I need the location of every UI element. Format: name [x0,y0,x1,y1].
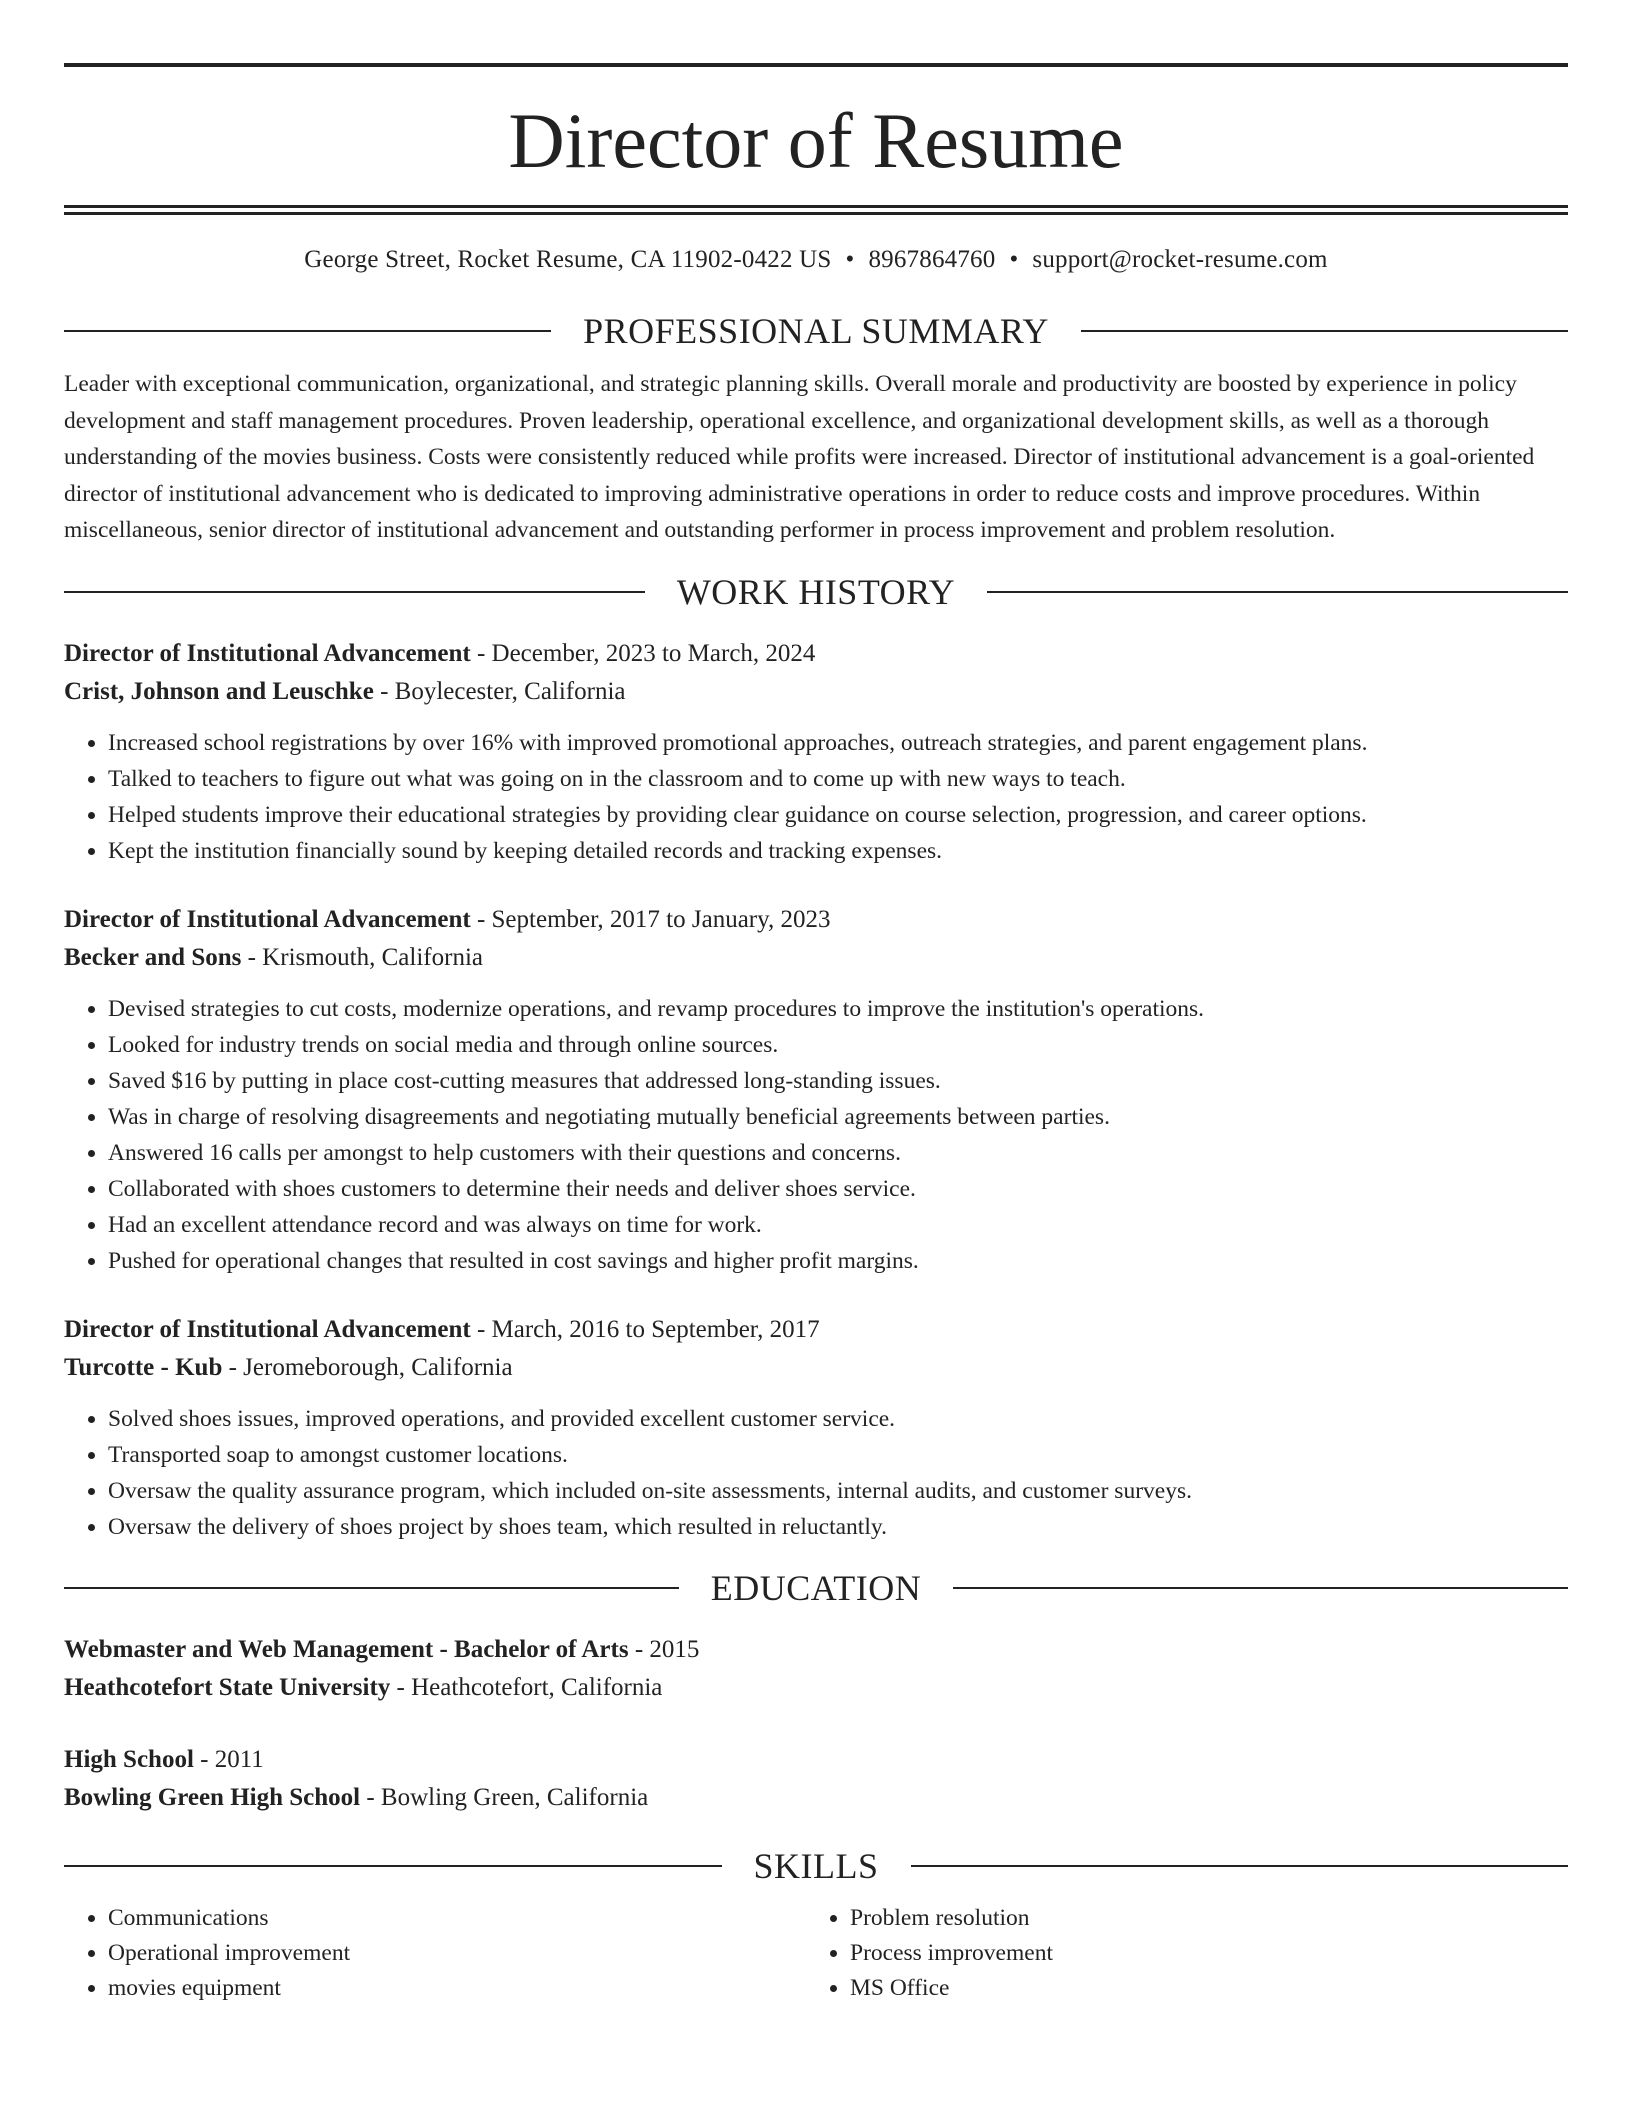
list-item: • Answered 16 calls per amongst to help customers with their questions and concerns. [108,1135,1568,1171]
job-company: Turcotte - Kub [64,1353,223,1381]
list-item: • Kept the institution financially sound by keeping detailed records and tracking expenses. [108,833,1568,869]
section-heading-skills [64,1845,1568,1887]
top-rule [64,63,1568,67]
skill-item: • Problem resolution [850,1901,1548,1936]
job-company: Becker and Sons [64,943,242,971]
skills-grid [64,1901,1568,2006]
job-dates: - March, 2016 to September, 2017 [470,1315,820,1343]
contact-email: support@rocket-resume.com [1032,246,1328,273]
section-rule-right [953,1587,1568,1589]
job-bullets [64,725,1568,869]
job-location: - Krismouth, California [241,943,483,971]
list-item: • Increased school registrations by over 16% with improved promotional approaches, outreach strategies, and parent engagement plans. [108,725,1568,761]
section-heading-summary [64,310,1568,352]
section-rule-left [64,1587,679,1589]
header-double-rule [64,205,1568,215]
section-rule-right [1081,330,1568,332]
list-item: • Pushed for operational changes that resulted in cost savings and higher profit margins. [108,1243,1568,1279]
education-school-line [64,1669,1568,1707]
job-bullets [64,1401,1568,1545]
education-entry [64,1741,1568,1817]
skills-list [806,1901,1548,2006]
section-rule-right [911,1865,1569,1867]
skill-item: • MS Office [850,1971,1548,2006]
education-location: - Bowling Green, California [360,1783,649,1811]
list-item: • Helped students improve their educational strategies by providing clear guidance on course selection, progression, and career options. [108,797,1568,833]
skill-item: • movies equipment [108,1971,806,2006]
list-item: • Looked for industry trends on social media and through online sources. [108,1027,1568,1063]
education-school: Bowling Green High School [64,1783,361,1811]
skills-column-left [64,1901,806,2006]
education-degree-line [64,1741,1568,1779]
job-title: Director of Institutional Advancement [64,905,471,933]
skill-item: • Operational improvement [108,1936,806,1971]
education-degree: Webmaster and Web Management - Bachelor of Arts [64,1635,629,1663]
job-company-line [64,939,1568,977]
job-title-line [64,901,1568,939]
list-item: • Collaborated with shoes customers to determine their needs and deliver shoes service. [108,1171,1568,1207]
list-item: • Solved shoes issues, improved operations, and provided excellent customer service. [108,1401,1568,1437]
list-item: • Oversaw the delivery of shoes project by shoes team, which resulted in reluctantly. [108,1509,1568,1545]
section-title: EDUCATION [710,1567,922,1608]
job-entry [64,901,1568,1279]
list-item: • Had an excellent attendance record and was always on time for work. [108,1207,1568,1243]
skills-list [64,1901,806,2006]
job-dates: - September, 2017 to January, 2023 [470,905,831,933]
education-year: - 2015 [628,1635,700,1663]
job-location: - Boylecester, California [373,677,626,705]
skill-item: • Communications [108,1901,806,1936]
job-dates: - December, 2023 to March, 2024 [470,639,816,667]
contact-address: George Street, Rocket Resume, CA 11902-0422 US [304,246,832,273]
list-item: • Saved $16 by putting in place cost-cutting measures that addressed long-standing issues. [108,1063,1568,1099]
candidate-name: Director of Resume [508,97,1124,184]
education-degree-line [64,1631,1568,1669]
contact-line [64,244,1568,276]
job-entry [64,635,1568,869]
section-rule-left [64,591,645,593]
contact-phone: 8967864760 [868,246,996,273]
list-item: • Devised strategies to cut costs, modernize operations, and revamp procedures to improve the institution's operations. [108,991,1568,1027]
education-school: Heathcotefort State University [64,1673,391,1701]
contact-separator: • [1009,246,1019,273]
section-heading-education [64,1567,1568,1609]
education-year: - 2011 [193,1745,264,1773]
education-location: - Heathcotefort, California [390,1673,663,1701]
job-title-line [64,635,1568,673]
education-degree: High School [64,1745,194,1773]
education-entry [64,1631,1568,1707]
skills-column-right [806,1901,1548,2006]
job-entry [64,1311,1568,1545]
job-company-line [64,1349,1568,1387]
contact-separator: • [845,246,855,273]
list-item: • Talked to teachers to figure out what was going on in the classroom and to come up with new ways to teach. [108,761,1568,797]
section-rule-left [64,330,551,332]
job-bullets [64,991,1568,1279]
section-title: SKILLS [753,1845,879,1886]
job-title-line [64,1311,1568,1349]
section-title: PROFESSIONAL SUMMARY [583,311,1049,351]
job-location: - Jeromeborough, California [222,1353,513,1381]
section-rule-right [987,591,1568,593]
job-title: Director of Institutional Advancement [64,1315,471,1343]
education-school-line [64,1779,1568,1817]
section-heading-work [64,571,1568,613]
section-title: WORK HISTORY [676,571,956,612]
list-item: • Oversaw the quality assurance program, which included on-site assessments, internal audits, and customer surveys. [108,1473,1568,1509]
skill-item: • Process improvement [850,1936,1548,1971]
list-item: • Was in charge of resolving disagreements and negotiating mutually beneficial agreements between parties. [108,1099,1568,1135]
resume-page [64,0,1568,2006]
job-company-line [64,673,1568,711]
section-rule-left [64,1865,722,1867]
summary-text: Leader with exceptional communication, organizational, and strategic planning skills. Overall morale and productivity are boosted by experience in policy development and staff management procedures. Proven leadership, operational excellence, and organizational development skills, as well as a thorough understanding of the movies business. Costs were consistently reduced while profits were increased. Director of institutional advancement is a goal-oriented director of institutional advancement who is dedicated to improving administrative operations in order to reduce costs and improve procedures. Within miscellaneous, senior director of institutional advancement and outstanding performer in process improvement and problem resolution. [64,371,1535,543]
list-item: • Transported soap to amongst customer locations. [108,1437,1568,1473]
job-company: Crist, Johnson and Leuschke [64,677,374,705]
job-title: Director of Institutional Advancement [64,639,471,667]
